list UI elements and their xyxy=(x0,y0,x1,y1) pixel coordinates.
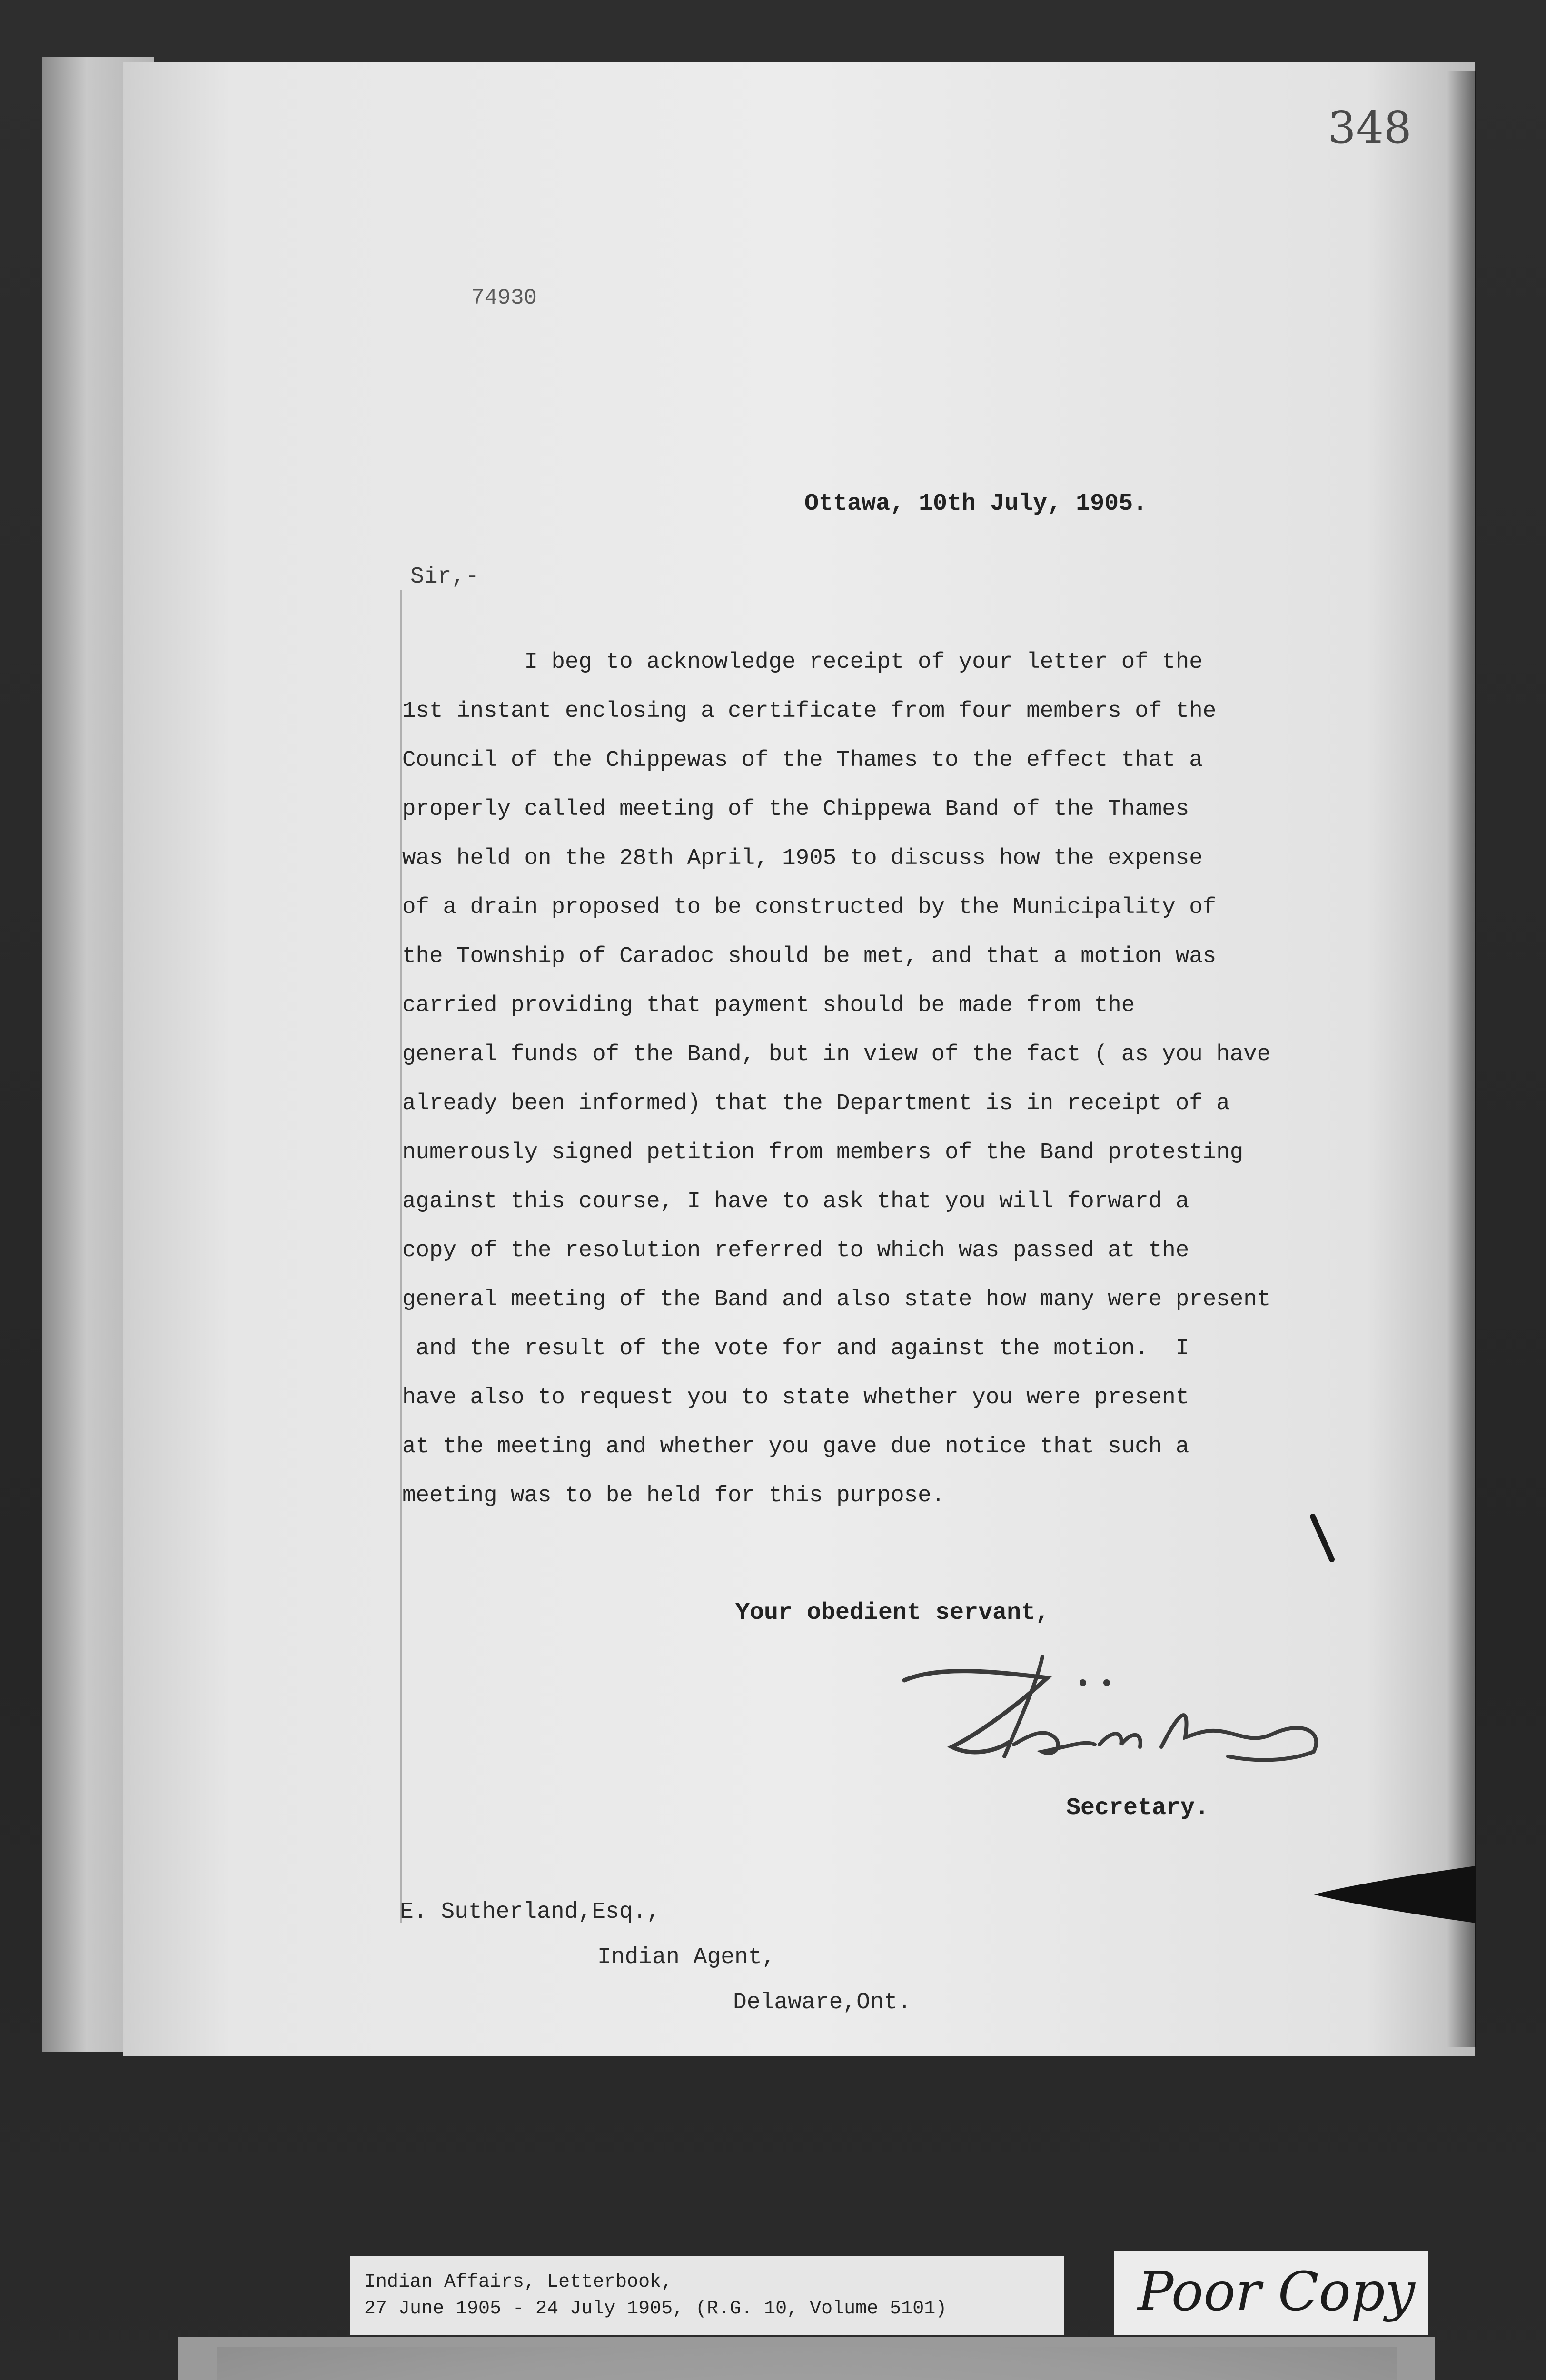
poor-copy-text: Poor Copy xyxy=(1138,2261,1415,2323)
addressee-name: E. Sutherland,Esq., xyxy=(400,1899,661,1925)
body-line: meeting was to be held for this purpose. xyxy=(402,1483,945,1508)
body-line: and the result of the vote for and against the motion. I xyxy=(402,1336,1189,1361)
dateline: Ottawa, 10th July, 1905. xyxy=(804,490,1148,517)
body-line: general meeting of the Band and also state how many were present xyxy=(402,1287,1271,1312)
body-line: carried providing that payment should be made from the xyxy=(402,992,1135,1018)
archive-label xyxy=(350,2256,1064,2335)
ink-tick-mark xyxy=(1309,1514,1338,1566)
file-number: 74930 xyxy=(471,286,537,310)
body-line: already been informed) that the Department is in receipt of a xyxy=(402,1091,1230,1116)
body-line: copy of the resolution referred to which was passed at the xyxy=(402,1238,1189,1263)
body-line: I beg to acknowledge receipt of your letter of the xyxy=(402,649,1203,675)
body-line: numerously signed petition from members of the Band protesting xyxy=(402,1140,1244,1165)
signer-title: Secretary. xyxy=(1066,1795,1209,1822)
body-line: properly called meeting of the Chippewa Band of the Thames xyxy=(402,796,1189,822)
salutation: Sir,- xyxy=(410,564,479,590)
page-number: 348 xyxy=(1328,102,1412,153)
body-line: of a drain proposed to be constructed by the Municipality of xyxy=(402,894,1217,920)
page-edge-shadow xyxy=(1447,71,1476,2047)
body-line: the Township of Caradoc should be met, and that a motion was xyxy=(402,943,1217,969)
body-line: have also to request you to state whether you were present xyxy=(402,1385,1189,1410)
body-line: at the meeting and whether you gave due notice that such a xyxy=(402,1434,1189,1459)
body-line: 1st instant enclosing a certificate from four members of the xyxy=(402,698,1217,724)
body-line: Council of the Chippewas of the Thames to the effect that a xyxy=(402,747,1203,773)
page-pointer-shadow xyxy=(1314,1856,1476,1933)
body-line: against this course, I have to ask that you will forward a xyxy=(402,1189,1189,1214)
closing: Your obedient servant, xyxy=(735,1599,1050,1626)
archive-label-line: Indian Affairs, Letterbook, xyxy=(364,2271,673,2293)
stamp-panel xyxy=(217,2347,1397,2380)
poor-copy-note xyxy=(1114,2251,1428,2335)
body-line: was held on the 28th April, 1905 to discuss how the expense xyxy=(402,845,1203,871)
addressee-title: Indian Agent, xyxy=(597,1944,776,1970)
addressee-location: Delaware,Ont. xyxy=(733,1990,912,2015)
letter-body xyxy=(402,638,1440,1520)
body-line: general funds of the Band, but in view of the fact ( as you have xyxy=(402,1041,1271,1067)
handwritten-signature xyxy=(895,1637,1338,1780)
archive-label-line: 27 June 1905 - 24 July 1905, (R.G. 10, Volume 5101) xyxy=(364,2298,947,2320)
archives-stamp xyxy=(178,2337,1435,2380)
